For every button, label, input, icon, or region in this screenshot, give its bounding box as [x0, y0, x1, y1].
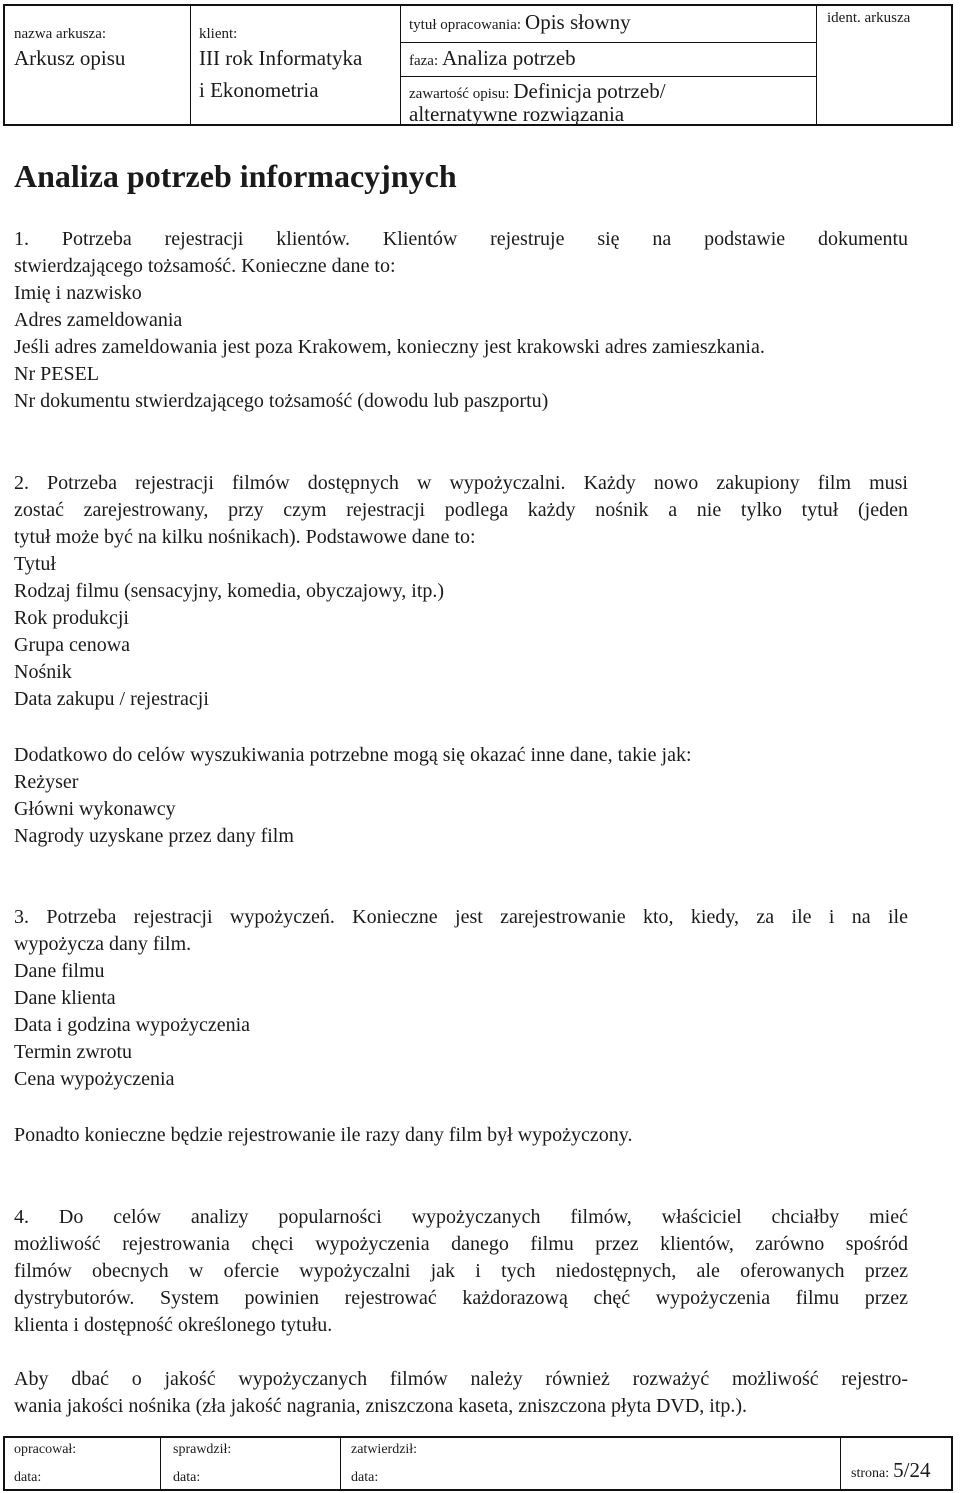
section-2-line-3: tytuł może być na kilku nośnikach). Podstawowe dane to: — [14, 526, 476, 548]
closing-line-1: Aby dbać o jakość wypożyczanych filmów należy również rozważyć możliwość rejestro- — [14, 1368, 908, 1390]
footer-page-cell — [841, 1438, 951, 1489]
document-title: Analiza potrzeb informacyjnych — [14, 158, 457, 194]
list-item: Nr dokumentu stwierdzającego tożsamość (dowodu lub paszportu) — [14, 390, 549, 412]
section-1 — [14, 226, 908, 415]
list-item: Tytuł — [14, 553, 56, 575]
client-line-2: i Ekonometria — [199, 78, 319, 102]
list-item: Jeśli adres zameldowania jest poza Krakowem, konieczny jest krakowski adres zamieszkania. — [14, 336, 765, 358]
header-study-cell — [401, 6, 817, 124]
content-row — [409, 79, 666, 104]
section-4-line-4: dystrybutorów. System powinien rejestrować każdorazową chęć wypożyczenia filmu przez — [14, 1287, 908, 1309]
date-label: data: — [351, 1470, 379, 1485]
header-sheet-id-cell — [817, 6, 951, 124]
content-line-2: alternatywne rozwiązania — [409, 102, 625, 126]
footer-prepared-cell — [5, 1438, 161, 1489]
list-item: Reżyser — [14, 771, 79, 793]
section-4-line-3: filmów obecnych w ofercie wypożyczalni jak i tych niedostępnych, ale oferowanych przez — [14, 1260, 908, 1282]
phase-row — [409, 46, 576, 71]
list-item: Data i godzina wypożyczenia — [14, 1014, 251, 1036]
document-footer — [3, 1436, 953, 1491]
phase: Analiza potrzeb — [442, 46, 576, 70]
section-3-line-1: 3. Potrzeba rejestracji wypożyczeń. Konieczne jest zarejestrowanie kto, kiedy, za ile i na ile — [14, 906, 908, 928]
study-title-row — [409, 10, 631, 35]
list-item: Adres zameldowania — [14, 309, 183, 331]
content-line-1: Definicja potrzeb/ — [513, 79, 666, 103]
closing-paragraph — [14, 1366, 908, 1420]
list-item: Cena wypożyczenia — [14, 1068, 175, 1090]
sheet-name: Arkusz opisu — [14, 46, 126, 70]
section-3-line-2: wypożycza dany film. — [14, 933, 192, 955]
section-2 — [14, 470, 908, 713]
list-item: Dane filmu — [14, 960, 105, 982]
page-label: strona: — [851, 1466, 890, 1481]
sheet-id-label: ident. arkusza — [827, 10, 911, 26]
section-2-extra — [14, 742, 908, 850]
study-title: Opis słowny — [525, 10, 631, 34]
client-label: klient: — [199, 26, 238, 42]
checked-label: sprawdził: — [173, 1442, 232, 1457]
footer-approved-cell — [341, 1438, 841, 1489]
list-item: Główni wykonawcy — [14, 798, 176, 820]
list-item: Data zakupu / rejestracji — [14, 688, 209, 710]
sheet-name-label: nazwa arkusza: — [14, 26, 107, 42]
list-item: Rodzaj filmu (sensacyjny, komedia, obyczajowy, itp.) — [14, 580, 445, 602]
section-4-line-1: 4. Do celów analizy popularności wypożyczanych filmów, właściciel chciałby mieć — [14, 1206, 908, 1228]
section-1-line-2: stwierdzającego tożsamość. Konieczne dane to: — [14, 255, 396, 277]
list-item: Nośnik — [14, 661, 72, 683]
closing-line-2: wania jakości nośnika (zła jakość nagrania, zniszczona kaseta, zniszczona płyta DVD, itp.). — [14, 1395, 748, 1417]
list-item: Dane klienta — [14, 987, 116, 1009]
content-label: zawartość opisu: — [409, 86, 510, 102]
section-1-line-1: 1. Potrzeba rejestracji klientów. Klientów rejestruje się na podstawie dokumentu — [14, 228, 908, 250]
study-title-label: tytuł opracowania: — [409, 17, 522, 33]
document-header — [3, 4, 953, 126]
footer-checked-cell — [161, 1438, 341, 1489]
list-item: Rok produkcji — [14, 607, 129, 629]
section-4-line-2: możliwość rejestrowania chęci wypożyczenia danego filmu przez klientów, zarówno spośród — [14, 1233, 908, 1255]
list-item: Grupa cenowa — [14, 634, 131, 656]
page-number — [851, 1458, 930, 1483]
prepared-label: opracował: — [14, 1442, 77, 1457]
list-item: Termin zwrotu — [14, 1041, 133, 1063]
section-3-note — [14, 1122, 908, 1149]
list-item: Nr PESEL — [14, 363, 99, 385]
phase-label: faza: — [409, 53, 439, 69]
date-label: data: — [173, 1470, 201, 1485]
section-2-extra-intro: Dodatkowo do celów wyszukiwania potrzebne mogą się okazać inne dane, takie jak: — [14, 744, 692, 766]
approved-label: zatwierdził: — [351, 1442, 418, 1457]
section-3 — [14, 904, 908, 1093]
section-2-line-2: zostać zarejestrowany, przy czym rejestracji podlega każdy nośnik a nie tylko tytuł (jeden — [14, 499, 908, 521]
page-value: 5/24 — [893, 1458, 931, 1482]
section-3-note-text: Ponadto konieczne będzie rejestrowanie ile razy dany film był wypożyczony. — [14, 1124, 633, 1146]
header-row-divider — [401, 76, 816, 77]
section-4 — [14, 1204, 908, 1339]
list-item: Nagrody uzyskane przez dany film — [14, 825, 294, 847]
date-label: data: — [14, 1470, 42, 1485]
section-2-line-1: 2. Potrzeba rejestracji filmów dostępnych w wypożyczalni. Każdy nowo zakupiony film musi — [14, 472, 908, 494]
header-client-cell — [191, 6, 401, 124]
header-sheet-name-cell — [5, 6, 191, 124]
header-row-divider — [401, 42, 816, 43]
client-line-1: III rok Informatyka — [199, 46, 363, 70]
section-4-line-5: klienta i dostępność określonego tytułu. — [14, 1314, 333, 1336]
list-item: Imię i nazwisko — [14, 282, 142, 304]
